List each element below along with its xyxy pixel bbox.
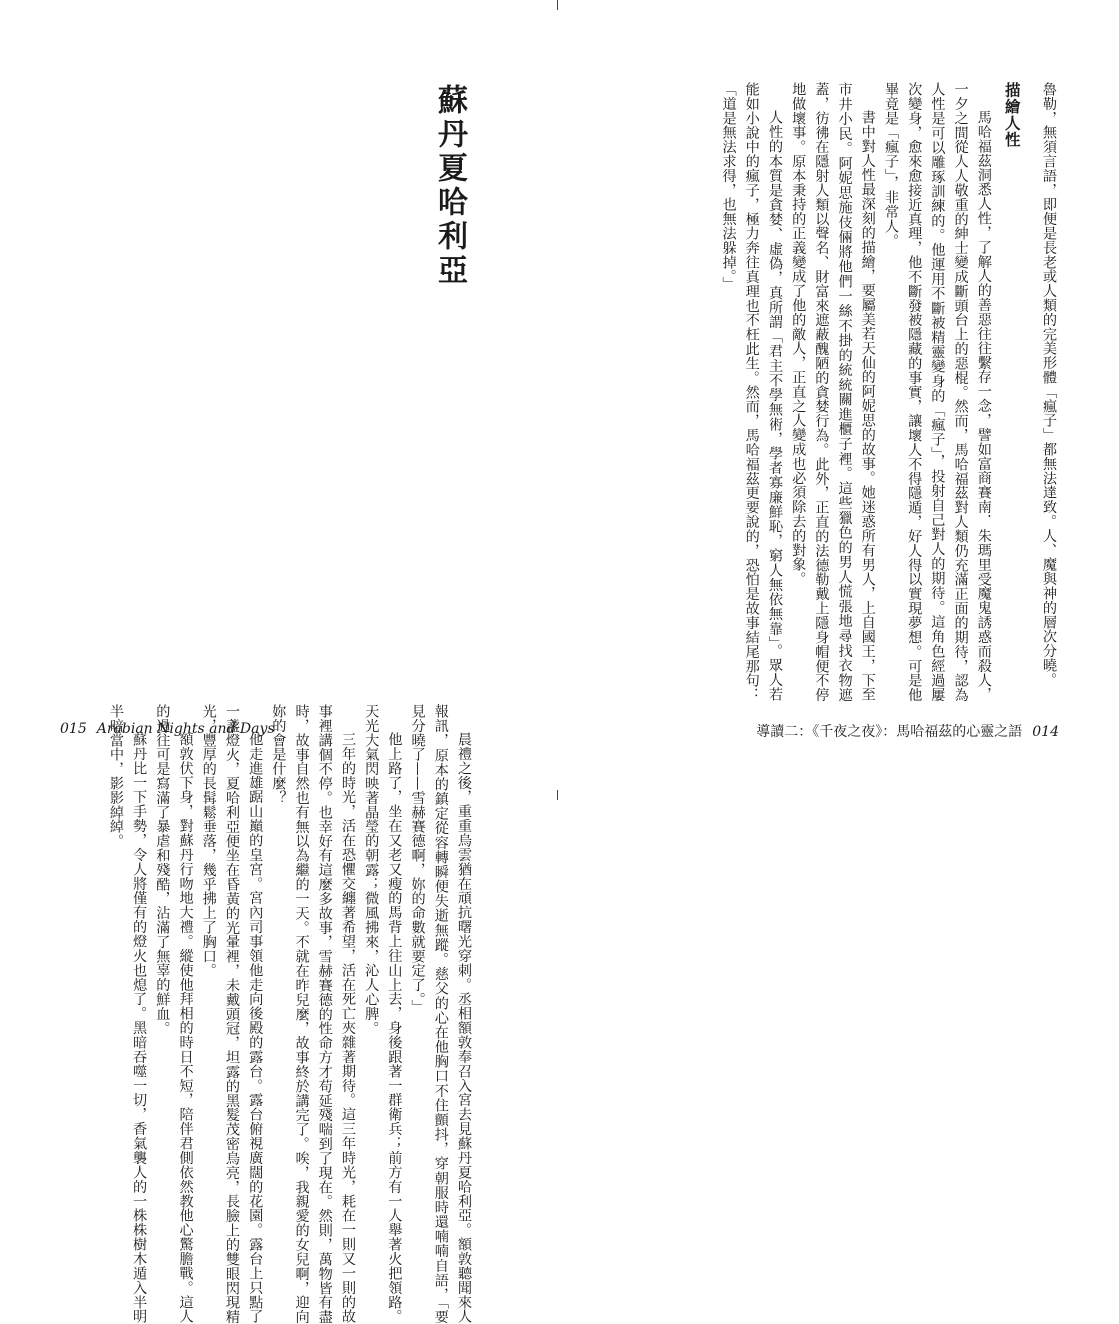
left-page-body <box>104 704 475 1324</box>
paragraph: 馬哈福茲洞悉人性，了解人的善惡往往繫存一念，譬如富商賽南．朱瑪里受魔鬼誘惑而殺人，一夕之間從人人敬重的紳士變成斷頭台上的惡棍。然而，馬哈福茲對人類仍充滿正面的期待，認為人性是可以雕琢訓練的。他運用不斷被精靈變身的「瘋子」，投射自己對人的期待。這角色經過屢次變身，愈來愈接近真理，他不斷發被隱藏的事實，讓壞人不得隱遁，好人得以實現夢想。可是他畢竟是「瘋子」，非常人。 <box>882 82 992 702</box>
paragraph: 晨禮之後，重重烏雲猶在頑抗曙光穿刺。丞相額敦奉召入宮去見蘇丹夏哈利亞。額敦聽聞來人報訊，原本的鎮定從容轉瞬便失逝無蹤。慈父的心在他胸口不住顫抖，穿朝服時還喃喃自語，「要見分曉了——雪赫賽德啊，妳的命數就要定了。」 <box>409 704 472 1324</box>
section-heading: 描繪人性 <box>1002 82 1022 148</box>
paragraph: 書中對人性最深刻的描繪，要屬美若天仙的阿妮思的故事。她迷惑所有男人，上自國王，下至市井小民。阿妮思施伎倆將他們一絲不掛的統統關進櫃子裡。這些獵色的男人慌張地尋找衣物遮蓋，彷彿在隱射人類以聲名、財富來遮蔽醜陋的貪婪行為。此外，正直的法德勒戴上隱身帽便不停地做壞事。原本秉持的正義變成了他的敵人，正直之人變成也必須除去的對象。 <box>790 82 876 702</box>
right-page <box>680 82 1060 702</box>
page-number: 014 <box>1032 724 1059 740</box>
paragraph: 魯勒，無須言語，即便是長老或人類的完美形體「瘋子」都無法達致。人、魔與神的層次分曉。 <box>1041 82 1057 687</box>
gutter-mark-top <box>557 0 558 10</box>
right-footer <box>756 721 1059 741</box>
chapter-title: 蘇丹夏哈利亞 <box>432 84 467 288</box>
paragraph: 他上路了，坐在又老又瘦的馬背上往山上去，身後跟著一群衛兵；前方有一人舉著火把領路。天光大氣閃映著晶瑩的朝露；微風拂來，沁人心脾。 <box>363 704 403 1324</box>
right-page-body <box>716 82 994 702</box>
gutter-mark-bottom <box>557 790 558 800</box>
left-footer <box>60 721 275 737</box>
paragraph: 三年的時光，活在恐懼交纏著希望，活在死亡夾雜著期待。這三年時光，耗在一則又一則的故事裡講個不停。也幸好有這麼多故事，雪赫賽德的性命方才苟延殘喘到了現在。然則，萬物皆有盡時，故事自然也有無以為繼的一天。不就在昨兒麼，故事終於講完了。唉，我親愛的女兒啊，迎向妳的會是什麼？ <box>270 704 356 1324</box>
paragraph: 蘇丹比一下手勢，令人將僅有的燈火也熄了。黑暗吞噬一切，香氣襲人的一株株樹木遁入半明半暗當中，影影綽綽。 <box>107 704 148 1324</box>
paragraph: 他走進雄踞山巔的皇宮。宮內司事領他走向後殿的露台。露台俯視廣闊的花園。露台上只點了一盞燈火，夏哈利亞便坐在昏黃的光暈裡，未戴頭冠，坦露的黑髮茂密烏亮，長臉上的雙眼閃現精光，豐厚的長髯鬆垂落，幾乎拂上了胸口。 <box>200 704 264 1324</box>
running-title: Arabian Nights and Days <box>96 721 275 737</box>
right-page-lead <box>1037 82 1060 702</box>
page-number: 015 <box>60 721 87 737</box>
running-title: 導讀二：《千夜之夜》：馬哈福茲的心靈之語 <box>756 724 1023 740</box>
paragraph: 額敦伏下身，對蘇丹行吻地大禮。縱使他拜相的時日不短，陪伴君側依然教他心驚膽戰。這人的過往可是寫滿了暴虐和殘酷，沾滿了無辜的鮮血。 <box>154 704 194 1324</box>
paragraph: 人性的本質是貪婪、虛偽，真所謂「君主不學無術，學者寡廉鮮恥，窮人無依無靠」。眾人若能如小說中的瘋子，極力奔往真理也不枉此生。然而，馬哈福茲更要說的，恐怕是故事結尾那句：「道是無法求得，也無法躲掉。」 <box>720 82 783 702</box>
